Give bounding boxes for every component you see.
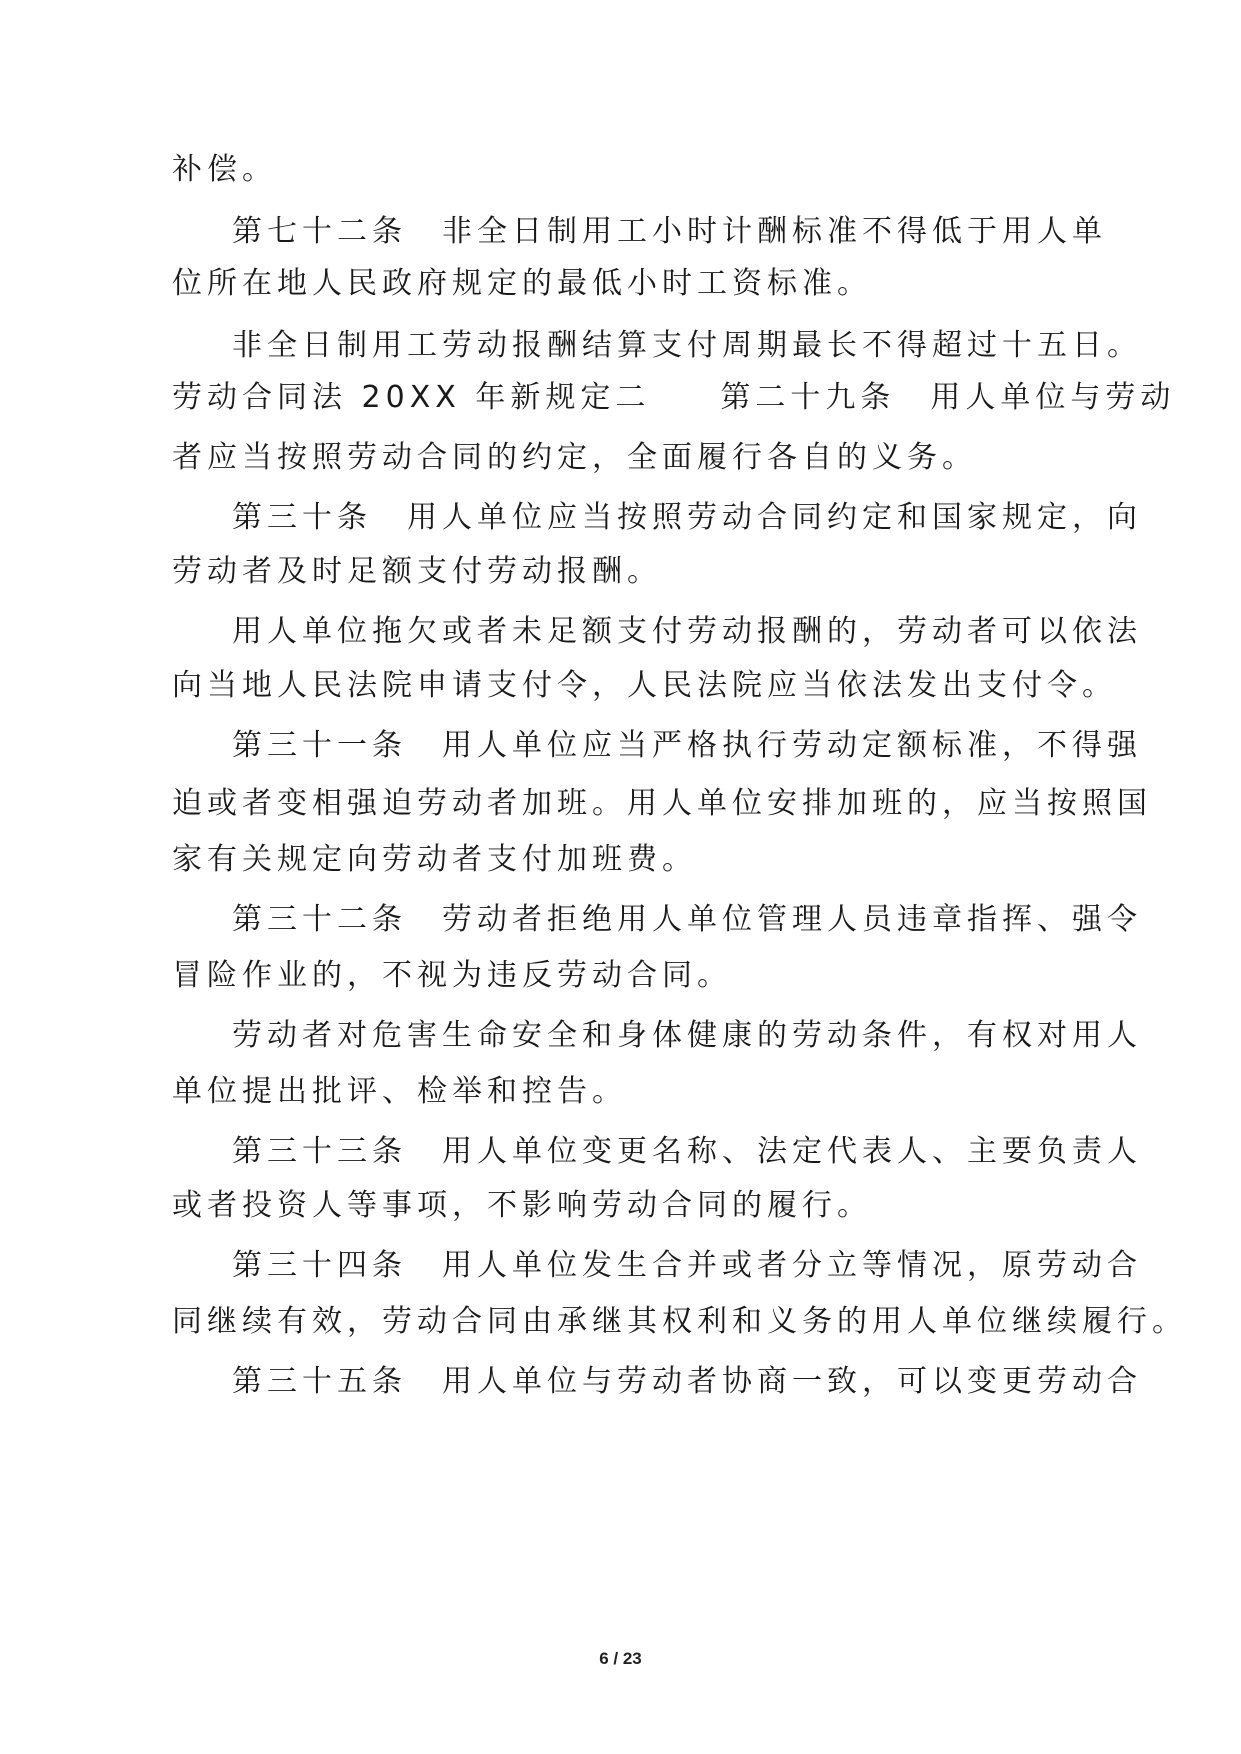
text-line: 家有关规定向劳动者支付加班费。 bbox=[172, 842, 697, 877]
text-line: 非全日制用工劳动报酬结算支付周期最长不得超过十五日。 bbox=[232, 328, 1142, 363]
text-line: 单位提出批评、检举和控告。 bbox=[172, 1074, 627, 1109]
text-line: 第七十二条 非全日制用工小时计酬标准不得低于用人单 bbox=[232, 214, 1107, 249]
text-line: 劳动者对危害生命安全和身体健康的劳动条件，有权对用人 bbox=[232, 1018, 1142, 1053]
text-line: 位所在地人民政府规定的最低小时工资标准。 bbox=[172, 266, 872, 301]
text-line: 补偿。 bbox=[172, 152, 277, 187]
text-line: 第三十三条 用人单位变更名称、法定代表人、主要负责人 bbox=[232, 1134, 1142, 1169]
text-line: 第三十五条 用人单位与劳动者协商一致，可以变更劳动合 bbox=[232, 1364, 1142, 1399]
page-number: 6 / 23 bbox=[599, 1649, 642, 1668]
text-line: 用人单位拖欠或者未足额支付劳动报酬的，劳动者可以依法 bbox=[232, 614, 1142, 649]
text-line: 同继续有效，劳动合同由承继其权利和义务的用人单位继续履行。 bbox=[172, 1304, 1187, 1339]
text-line: 者应当按照劳动合同的约定，全面履行各自的义务。 bbox=[172, 440, 977, 475]
text-line: 劳动者及时足额支付劳动报酬。 bbox=[172, 554, 662, 589]
text-line: 冒险作业的，不视为违反劳动合同。 bbox=[172, 958, 732, 993]
text-line: 第三十条 用人单位应当按照劳动合同约定和国家规定，向 bbox=[232, 500, 1142, 535]
text-line: 劳动合同法 20XX 年新规定二 第二十九条 用人单位与劳动 bbox=[172, 380, 1176, 415]
text-line: 第三十二条 劳动者拒绝用人单位管理人员违章指挥、强令 bbox=[232, 902, 1142, 937]
text-line: 迫或者变相强迫劳动者加班。用人单位安排加班的，应当按照国 bbox=[172, 786, 1152, 821]
text-line: 第三十四条 用人单位发生合并或者分立等情况，原劳动合 bbox=[232, 1248, 1142, 1283]
text-line: 或者投资人等事项，不影响劳动合同的履行。 bbox=[172, 1188, 872, 1223]
text-line: 第三十一条 用人单位应当严格执行劳动定额标准，不得强 bbox=[232, 728, 1142, 763]
text-line: 向当地人民法院申请支付令，人民法院应当依法发出支付令。 bbox=[172, 668, 1117, 703]
